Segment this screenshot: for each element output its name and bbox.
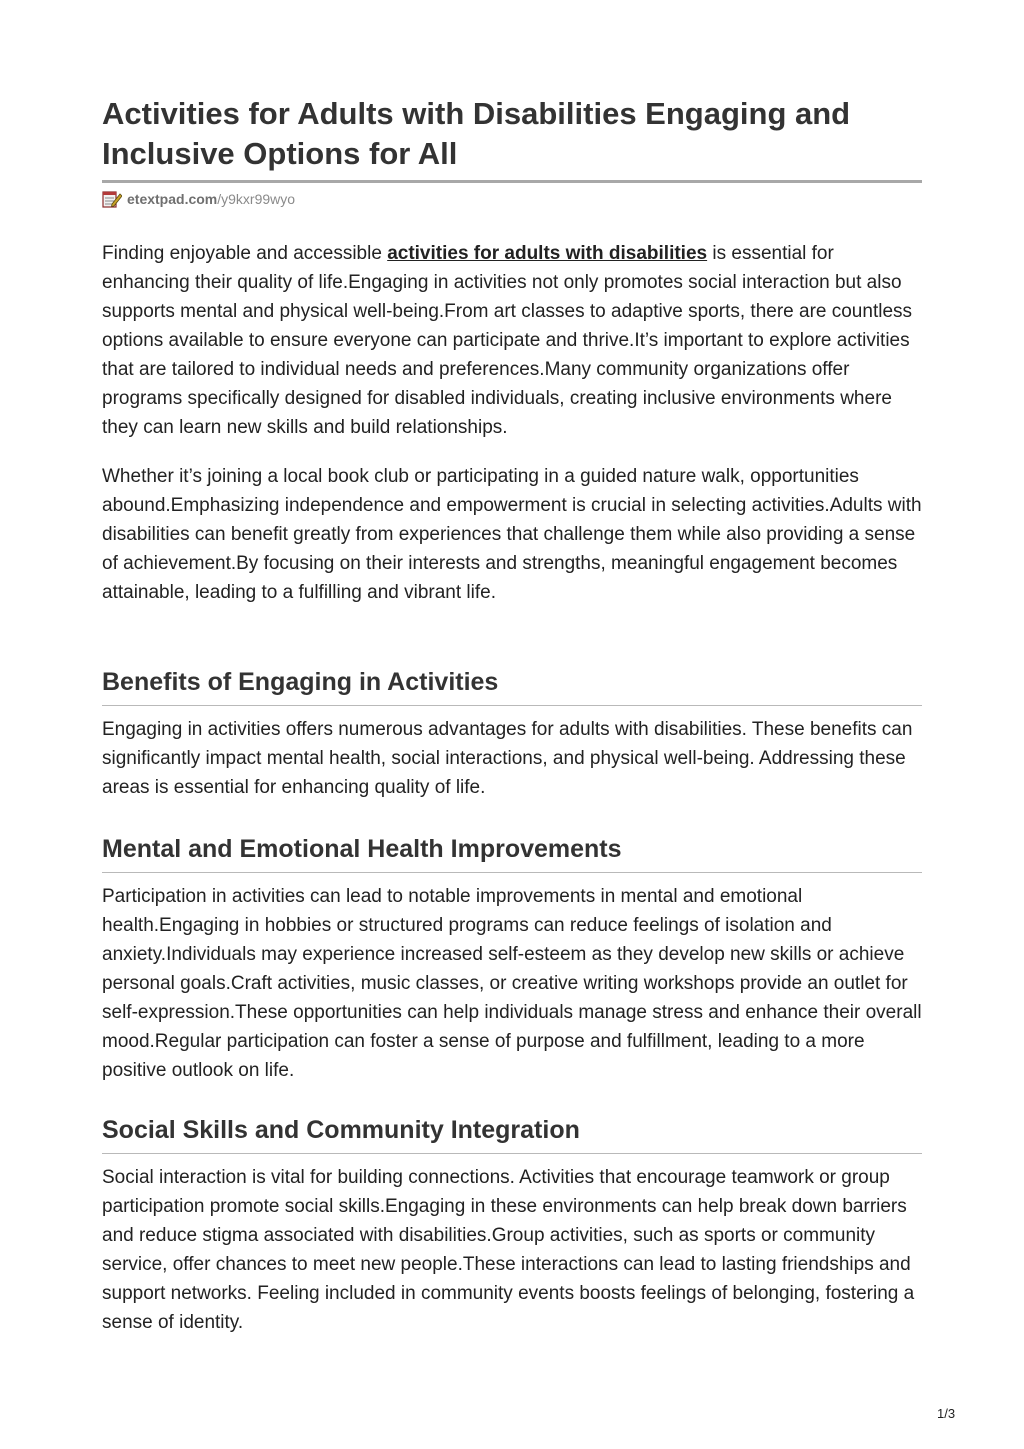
intro-paragraph	[102, 239, 926, 442]
section-body-social-skills: Social interaction is vital for building connections. Activities that encourage teamwork or group participation promote social skills.Engaging in these environments can help break down barriers and reduce stigma associated with disabilities.Group activities, such as sports or community service, offer chances to meet new people.These interactions can lead to lasting friendships and support networks. Feeling included in community events boosts feelings of belonging, fostering a sense of identity.	[102, 1167, 915, 1333]
source-line	[102, 189, 295, 209]
source-path: /y9kxr99wyo	[217, 191, 296, 207]
section-divider	[102, 1153, 922, 1154]
title-divider	[102, 180, 922, 183]
article-title: Activities for Adults with Disabilities Engaging and Inclusive Options for All	[102, 96, 851, 171]
second-paragraph: Whether it’s joining a local book club or participating in a guided nature walk, opportunities abound.Emphasizing independence and empowerment is crucial in selecting activities.Adults with disabilities can benefit greatly from experiences that challenge them while also providing a sense of achievement.By focusing on their interests and strengths, meaningful engagement becomes attainable, leading to a fulfilling and vibrant life.	[102, 466, 922, 603]
page-indicator: 1/3	[937, 1406, 956, 1421]
section-body-benefits: Engaging in activities offers numerous advantages for adults with disabilities. These benefits can significantly impact mental health, social interactions, and physical well-being. Addressing these areas is essential for enhancing quality of life.	[102, 719, 913, 798]
intro-text-start: Finding enjoyable and accessible	[102, 243, 388, 264]
section-divider	[102, 705, 922, 706]
intro-text-end: is essential for enhancing their quality of life.Engaging in activities not only promotes social interaction but also supports mental and physical well-being.From art classes to adaptive sports, there are countless options available to ensure everyone can participate and thrive.It’s important to explore activities that are tailored to individual needs and preferences.Many community organizations offer programs specifically designed for disabled individuals, creating inclusive environments where they can learn new skills and build relationships.	[102, 243, 913, 438]
section-body-mental-health: Participation in activities can lead to notable improvements in mental and emotional health.Engaging in hobbies or structured programs can reduce feelings of isolation and anxiety.Individuals may experience increased self-esteem as they develop new skills or achieve personal goals.Craft activities, music classes, or creative writing workshops provide an outlet for self-expression.These opportunities can help individuals manage stress and enhance their overall mood.Regular participation can foster a sense of purpose and fulfillment, leading to a more positive outlook on life.	[102, 886, 922, 1081]
activities-link[interactable]: activities for adults with disabilities	[387, 243, 708, 264]
section-heading-benefits: Benefits of Engaging in Activities	[102, 668, 499, 696]
section-heading-mental-health: Mental and Emotional Health Improvements	[102, 835, 622, 863]
source-domain-link[interactable]: etextpad.com	[127, 191, 218, 207]
section-divider	[102, 872, 922, 873]
section-heading-social-skills: Social Skills and Community Integration	[102, 1116, 580, 1144]
edit-pad-icon	[102, 189, 122, 209]
